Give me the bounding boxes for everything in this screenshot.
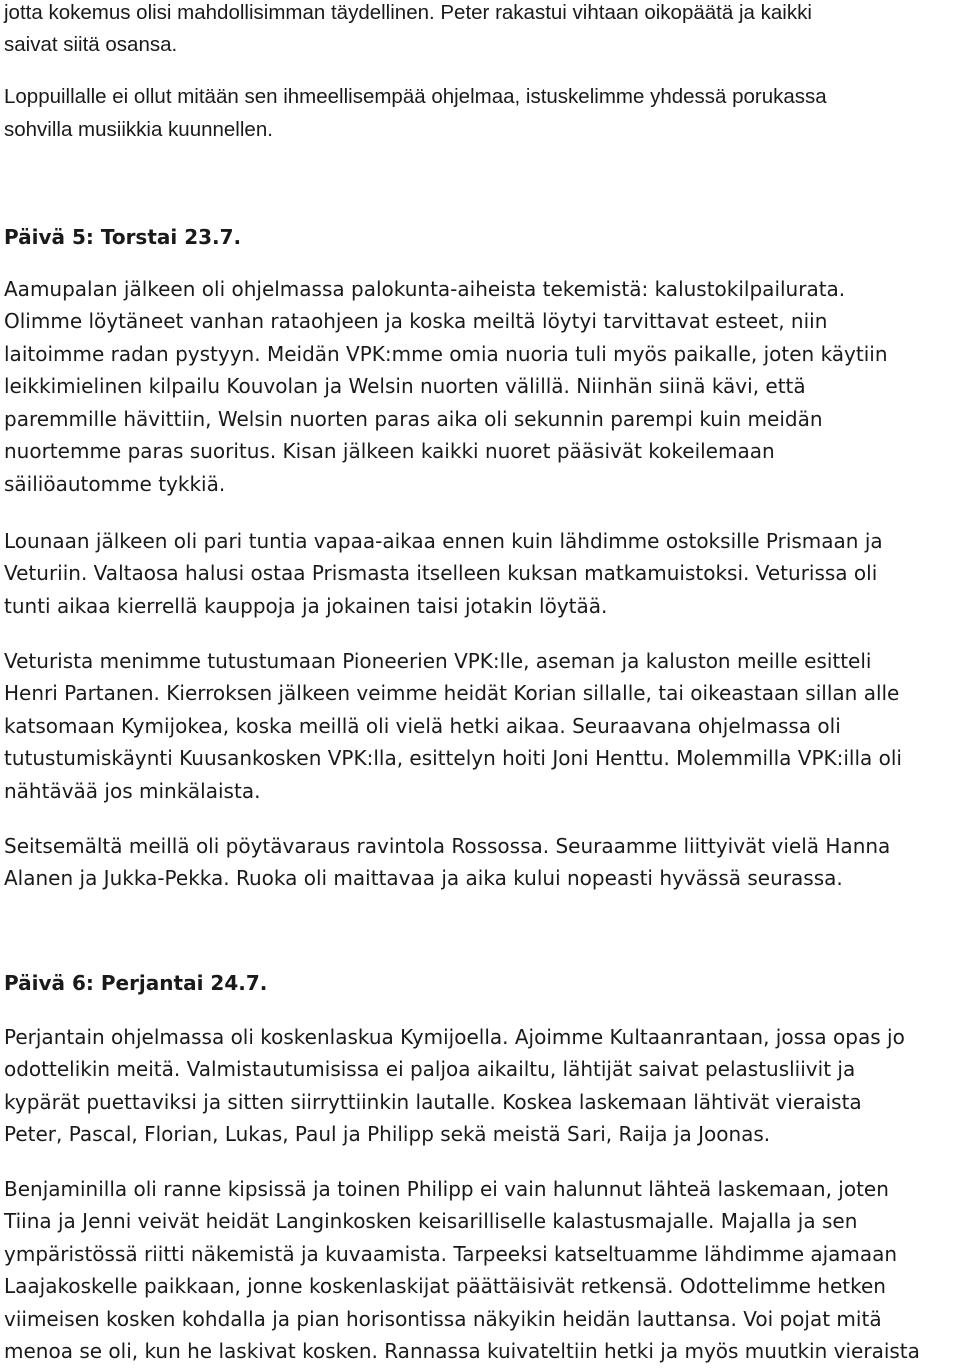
day5-p3-line-1: Veturista menimme tutustumaan Pioneerien VPK:lle, aseman ja kaluston meille esitteli — [4, 649, 872, 673]
day5-p1-line-3: laitoimme radan pystyyn. Meidän VPK:mme omia nuoria tuli myös paikalle, joten käytiin — [4, 342, 888, 366]
day6-p2-line-3: ympäristössä riitti näkemistä ja kuvaamista. Tarpeeksi katseltuamme lähdimme ajamaan — [4, 1242, 898, 1266]
day5-p1-line-5: paremmille hävittiin, Welsin nuorten paras aika oli sekunnin parempi kuin meidän — [4, 407, 823, 431]
day5-p4-line-1: Seitsemältä meillä oli pöytävaraus ravintola Rossossa. Seuraamme liittyivät vielä Hanna — [4, 834, 891, 858]
day5-p1-line-2: Olimme löytäneet vanhan rataohjeen ja koska meiltä löytyi tarvittavat esteet, niin — [4, 309, 828, 333]
day5-p1-line-6: nuortemme paras suoritus. Kisan jälkeen kaikki nuoret pääsivät kokeilemaan — [4, 439, 775, 463]
day5-p3-line-4: tutustumiskäynti Kuusankosken VPK:lla, esittelyn hoiti Joni Henttu. Molemmilla VPK:illa oli — [4, 746, 902, 770]
intro-p2-line-2: sohvilla musiikkia kuunnellen. — [4, 118, 273, 141]
intro-p2-line-1: Loppuillalle ei ollut mitään sen ihmeellisempää ohjelmaa, istuskelimme yhdessä porukassa — [4, 85, 827, 108]
day5-p1-line-1: Aamupalan jälkeen oli ohjelmassa palokunta-aiheista tekemistä: kalustokilpailurata. — [4, 277, 846, 301]
day6-p1-line-4: Peter, Pascal, Florian, Lukas, Paul ja Philipp sekä meistä Sari, Raija ja Joonas. — [4, 1122, 771, 1146]
day6-p1-line-1: Perjantain ohjelmassa oli koskenlaskua Kymijoella. Ajoimme Kultaanrantaan, jossa opas jo — [4, 1025, 905, 1049]
day6-p2-line-4: Laajakoskelle paikkaan, jonne koskenlaskijat päättäisivät retkensä. Odottelimme hetken — [4, 1274, 886, 1298]
day6-p2-line-5: viimeisen kosken kohdalla ja pian horisontissa näkyikin heidän lauttansa. Voi pojat mitä — [4, 1307, 882, 1331]
day5-p3-line-2: Henri Partanen. Kierroksen jälkeen veimme heidät Korian sillalle, tai oikeastaan sillan alle — [4, 681, 900, 705]
day5-p2-line-2: Veturiin. Valtaosa halusi ostaa Prismasta itselleen kuksan matkamuistoksi. Veturissa oli — [4, 561, 878, 585]
day5-p1-line-4: leikkimielinen kilpailu Kouvolan ja Welsin nuorten välillä. Niinhän siinä kävi, että — [4, 374, 806, 398]
day5-p3-line-5: nähtävää jos minkälaista. — [4, 779, 261, 803]
day5-p2-line-3: tunti aikaa kierrellä kauppoja ja jokainen taisi jotakin löytää. — [4, 594, 608, 618]
day5-p1-line-7: säiliöautomme tykkiä. — [4, 472, 226, 496]
day6-p2-line-6: menoa se oli, kun he laskivat kosken. Rannassa kuivateltiin hetki ja myös muutkin vieraista — [4, 1339, 920, 1363]
intro-p1-line-2: saivat siitä osansa. — [4, 33, 178, 56]
day5-p3-line-3: katsomaan Kymijokea, koska meillä oli vielä hetki aikaa. Seuraavana ohjelmassa oli — [4, 714, 841, 738]
day5-heading: Päivä 5: Torstai 23.7. — [4, 225, 242, 249]
day6-p1-line-3: kypärät puettaviksi ja sitten siirryttiinkin lautalle. Koskea laskemaan lähtivät vieraista — [4, 1090, 862, 1114]
intro-p1-line-1: jotta kokemus olisi mahdollisimman täydellinen. Peter rakastui vihtaan oikopäätä ja kaikki — [4, 1, 812, 24]
day6-p2-line-1: Benjaminilla oli ranne kipsissä ja toinen Philipp ei vain halunnut lähteä laskemaan, joten — [4, 1177, 889, 1201]
day6-heading: Päivä 6: Perjantai 24.7. — [4, 971, 268, 995]
day5-p2-line-1: Lounaan jälkeen oli pari tuntia vapaa-aikaa ennen kuin lähdimme ostoksille Prismaan ja — [4, 529, 883, 553]
day6-p2-line-2: Tiina ja Jenni veivät heidät Langinkosken keisarilliselle kalastusmajalle. Majalla ja sen — [4, 1209, 858, 1233]
day6-p1-line-2: odottelikin meitä. Valmistautumisissa ei paljoa aikailtu, lähtijät saivat pelastusliivit ja — [4, 1057, 856, 1081]
day5-p4-line-2: Alanen ja Jukka-Pekka. Ruoka oli maittavaa ja aika kului nopeasti hyvässä seurassa. — [4, 866, 843, 890]
